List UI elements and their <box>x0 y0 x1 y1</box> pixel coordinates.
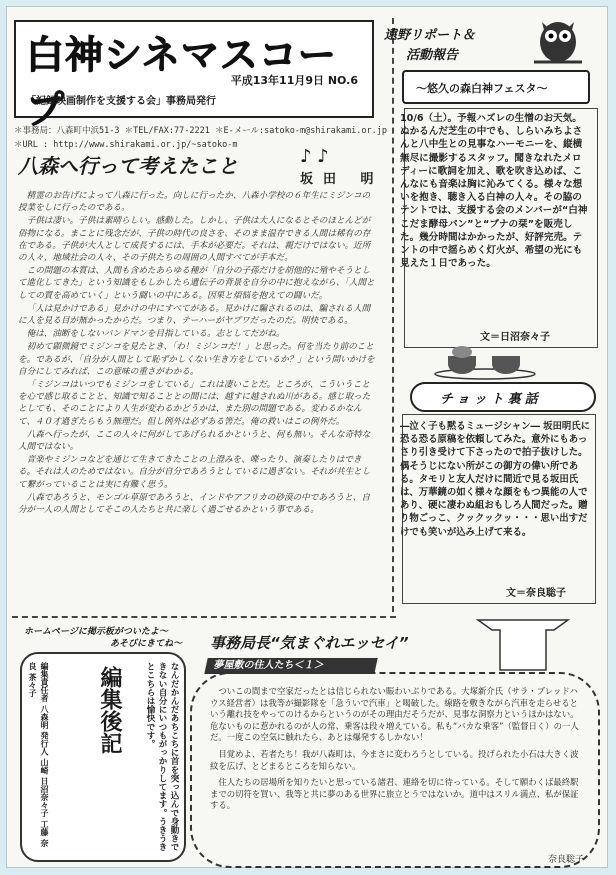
paragraph: 八森であろうと、モンゴル草原であろうと、インドやアフリカの砂漠の中であろうと、自分が一人の人間としてそこの人たちと共に楽しく過ごせるかという事である。 <box>18 492 370 516</box>
report-credit: 文＝日沼奈々子 <box>480 332 550 343</box>
essay-body <box>210 686 580 817</box>
issue-date: 平成13年11月9日 NO.6 <box>230 74 358 87</box>
url-line[interactable]: ＊URL : http://www.shirakami.or.jp/~satoko-m <box>14 140 238 150</box>
essay-subheading: 夢屋敷の住人たち＜１＞ <box>204 658 377 674</box>
homepage-note: ホームページに掲示板がついたよ〜 <box>24 627 168 637</box>
article-author: 坂田 明 <box>300 172 384 187</box>
banner-text: 〜悠久の森白神フェスタ〜 <box>416 82 548 95</box>
paragraph: 目覚めよ、若者たち！我が八森町は、今まさに変わろうとしている。投げられた小石は大きく波紋を広げ、とどまるところを知らない。 <box>210 748 579 771</box>
publisher-org: 「記録映画制作を支援する会」事務局発行 <box>26 96 216 107</box>
paragraph: 住人たちの居場所を知りたいと思っている諸君、連絡を切に待っている。そして願わくば最終駅までの切符を買い、我等と共に夢のある世界に旅立とうではないか。道中はスリル満点、私が保証する。 <box>210 777 579 811</box>
homepage-note-2: あそびにきてね〜 <box>110 639 183 649</box>
teacups-icon <box>430 344 540 380</box>
paragraph: 「人は見かけである」見かけの中にすべてがある。見かけに騙されるのは、騙される人間に人を見る目が無かったからだ。つまり、テーハーがヤブワだったのだ。明快である。 <box>18 303 371 327</box>
article-title: 八森へ行って考えたこと <box>18 154 238 178</box>
paragraph: ついこの間まで空家だったとは信じられない賑わいぶりである。大塚新介氏（サラ・ブレッドハウス経営者）は我等が撮影隊を「急ういで汽車」と喝破した。線路を敷きながら汽車を走らせるという離れ技をやってのけるからというのがその理由だそうだが、見事な洞察力というほかはない。危ないものに惹かれるのが人の常、乗客は段々増えている。私も“バカな乗客”（監督日く）の一人だ。一度この空気に触れたら、あとは爆発するしかない！ <box>210 686 579 743</box>
section-divider <box>12 616 396 618</box>
paragraph: 俺は、油断をしないバンドマンを目指している。志としてだがね。 <box>26 329 285 340</box>
owl-icon <box>530 12 586 66</box>
chotto-body: ―泣く子も黙るミュージシャン― 坂田明氏に恐る恐る原稿を依頼してみた。意外にもあっさり引き受けて下さったので拍子抜けした。偶そうじにない所がこの御方の偉い所である。タモリと友人だけに間近で見る坂田氏は、万華鏡の如く様々な顔をもつ異能の人であり、硬に凄わぬ組おもしろ人間だった。贈り物ごっこ、クックックッ・・・思い出すだけでも笑いが込み上げて来る。 <box>400 421 590 538</box>
paragraph: 精霊のお告げによって八森に行った。向しに行ったか、八森小学校の６年生にミジンコの授業をしに行ったのである。 <box>18 191 371 214</box>
newsletter-title: 白神シネマスコープ <box>26 33 337 132</box>
chotto-heading: チョット裏話 <box>440 392 542 407</box>
music-note-icon: ♪ ♪ <box>300 146 329 167</box>
report-body: 10/6（土）。予報ハズレの生憎のお天気。ぬかるんだ芝生の中でも、しらいみちよさんと八中生との見事なハーモニーを、縦横無尽に撮影するスタッフ。聞きなれたメロディーに歌詞を加え、歌を吹き込めば、こんなにも音楽は胸に沁みてくる。様々な想いを抱き、聴き入る白神の人々。その脇のテントでは、支援する会のメンバーが“白神こだま酵母パン”と“ブナの栞”を販売した。幾分時間はかかったが、好評完売。テントの中で揺らめく灯火が、希望の光にも見えた１日であった。 <box>400 113 588 270</box>
paragraph: 「ミジンコはいつでもミジンコをしている」これは凄いことだ。ところが、こういうことを心で感じ取ることと、知識で知ることとの間には、越すに越されぬ川がある。感じ取ったとしても、そのことにより人生が変わるかどうかは、また別の問題である。変わるかなんて、４０才過ぎたらもう無理だ。但し例外は必ずある筈だ。俺の救いはこの例外だ。 <box>18 380 371 427</box>
editorial-body: なんだかんだあちこちに首を突っ込んで身動きできない自分にいつもがっかりしてます。うきうきとこちらは愉快です。 <box>145 662 179 852</box>
paragraph: 音楽やミジンコなどを通じて生きてきたことの上澄みを、喋ったり、演奏したりはできる。それは人のためではない。自分が自分であろうとしているに過ぎない。それが共生として繋がっていることは実に有難く思う。 <box>18 455 371 490</box>
paragraph: 子供は凄い。子供は素晴らしい。感動した。しかし、子供は大人になるとそのほとんどが俗物になる。まことに残念だが、子供の時代の良さを、そのまま温存できる人間は稀有の存在である。子供が大人として成長するには、手本が必要だ。それは、親だけではない。近所の人々、地域社会の人々、その子供たちの周囲の人間すべてが手本だ。 <box>18 216 371 264</box>
paragraph: 初めて顕微鏡でミジンコを見たとき、「わ！ミジンコだ！」と思った。何を当たり前のことを。であるが、「自分が人間として恥ずかしくない生き方をしているか？」という問いかけを自分にしてみれば、この意味の重さがわかる。 <box>18 342 375 377</box>
pencil-icon <box>468 616 578 672</box>
report-heading-2: 活動報告 <box>406 48 459 63</box>
contact-line: ＊事務局：八森町中浜51-3 ＊TEL/FAX:77-2221 ＊E-メール:satoko-m@shirakami.or.jp <box>14 126 387 136</box>
column-divider <box>392 18 394 612</box>
staff-list: 編集責任者 八森明 発行人 山崎 日沼奈々子 工藤 奈良 茶々子 <box>28 662 49 847</box>
paragraph: この問題の本質は、人間も含めたあらゆる種が「自分の子孫だけを胡他的に殖やそうとして進化してきた」という知識をもしかしたら遺伝子の背景を自分の中に抱えながら、「人間としての質を高めていく」という闘いの中にある。因果と煩悩を抱えての闘いだ。 <box>18 266 375 301</box>
essay-heading: 事務局長“気まぐれエッセイ” <box>210 634 409 652</box>
chotto-credit: 文＝奈良聡子 <box>506 588 566 599</box>
paragraph: 八森へ行ったが、ここの人々に何がしてあげられるかというと、何も無い。そんな奇特な人間ではない。 <box>18 429 371 453</box>
report-heading: 遠野リポート＆ <box>384 28 476 43</box>
editorial-heading: 編集後記 <box>97 666 122 754</box>
article-body <box>18 190 376 610</box>
essay-author: 奈良聡子 <box>548 855 585 865</box>
